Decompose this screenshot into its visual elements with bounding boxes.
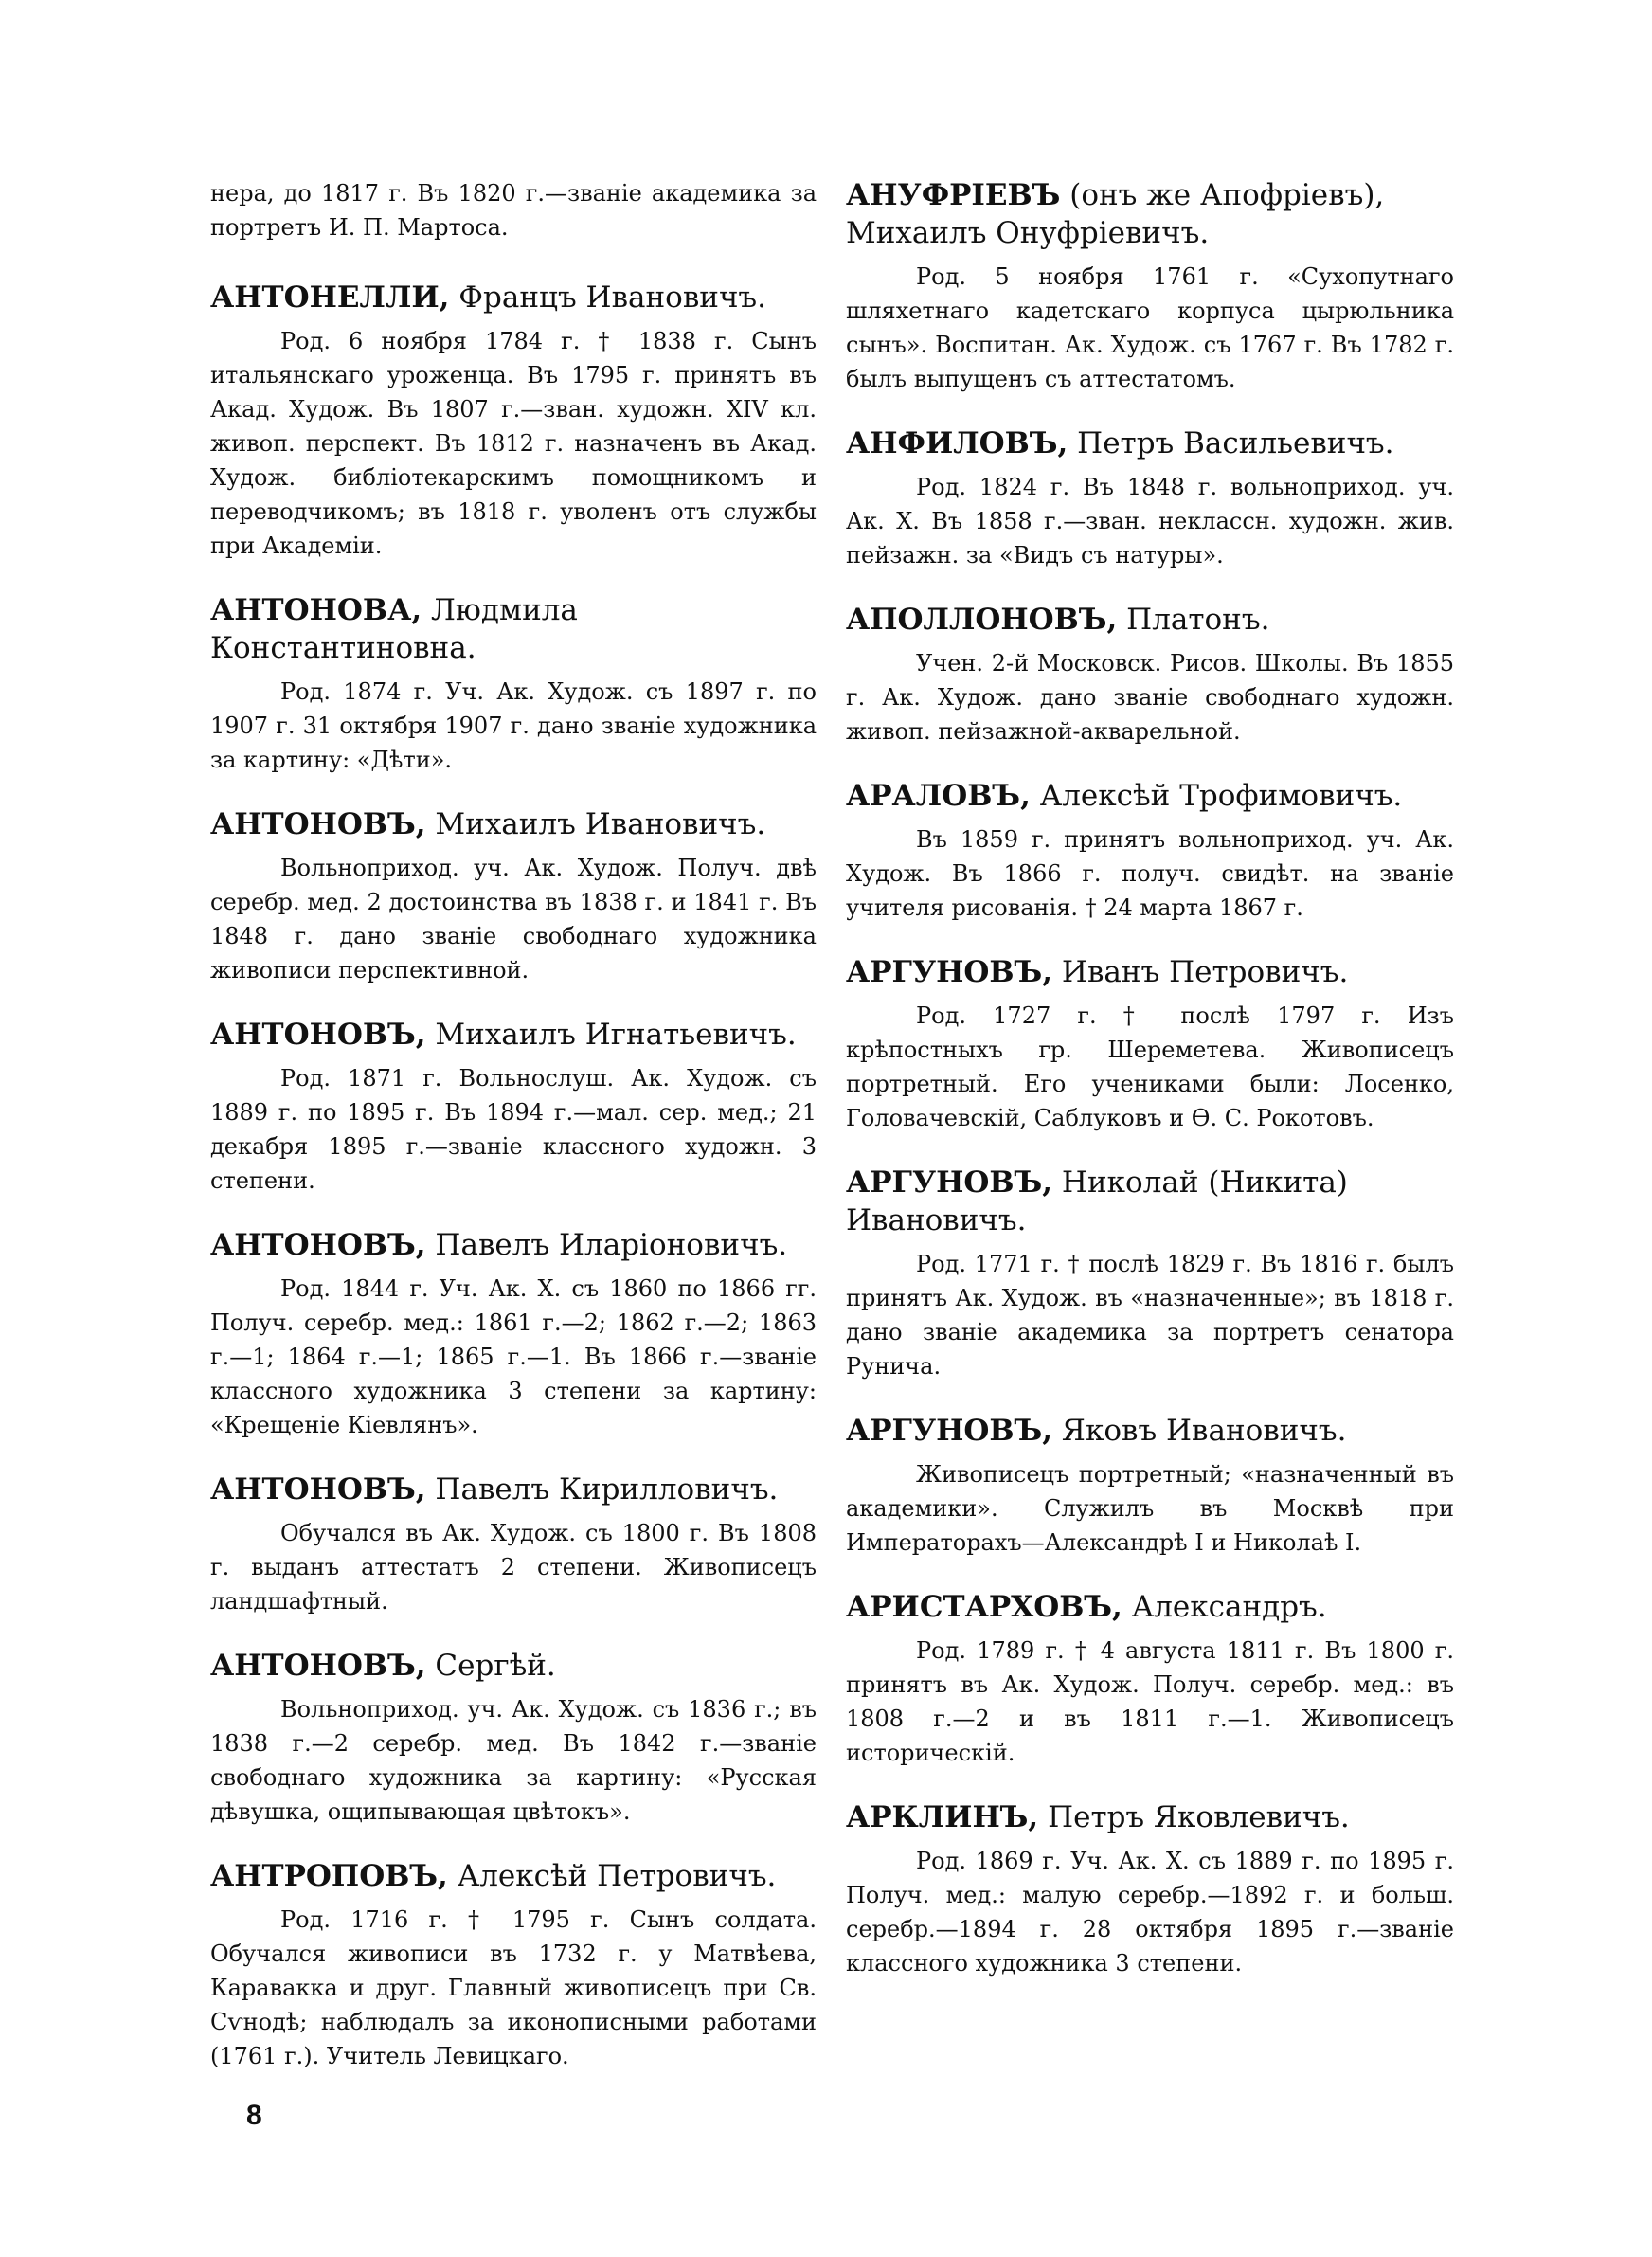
entry-given-name: Людмила Константиновна. [210, 593, 578, 665]
entry-surname: АНТОНОВЪ, [210, 1649, 426, 1683]
entry-text: Род. 1871 г. Вольнослуш. Ак. Худож. съ 1889 г. по 1895 г. Въ 1894 г.—мал. сер. мед.; 21 декабря 1895 г.—званіе классного художн. 3 степени. [210, 1065, 817, 1194]
entry [846, 1588, 1454, 1770]
entry-surname: АНТОНОВЪ, [210, 1228, 426, 1262]
entry [846, 601, 1454, 749]
entry-given-name: Павелъ Иларіоновичъ. [435, 1228, 788, 1262]
entry-surname: АПОЛЛОНОВЪ, [846, 603, 1118, 637]
entry-heading [210, 1647, 817, 1685]
entry-heading [210, 1471, 817, 1508]
entry-surname: АРИСТАРХОВЪ, [846, 1590, 1122, 1624]
entry-heading [846, 953, 1454, 991]
entry-surname: АНТОНОВЪ, [210, 807, 426, 841]
entry-surname: АНФИЛОВЪ, [846, 426, 1068, 460]
entry [846, 1798, 1454, 1980]
entry-text: Род. 1844 г. Уч. Ак. Х. съ 1860 по 1866 гг. Получ. серебр. мед.: 1861 г.—2; 1862 г.—2; 1863 г.—1; 1864 г.—1; 1865 г.—1. Въ 1866 г.—званіе классного художника 3 степени за картину: «Крещеніе Кіевлянъ». [210, 1275, 817, 1438]
entry [210, 1471, 817, 1618]
entry-surname: АРГУНОВЪ, [846, 1414, 1053, 1448]
entry-given-name: (онъ же Апофріевъ), Михаилъ Онуфріевичъ. [846, 178, 1385, 250]
entry [210, 1647, 817, 1829]
entry-heading [846, 1164, 1454, 1239]
entry-heading [846, 1588, 1454, 1626]
entry-text: Род. 1716 г. † 1795 г. Сынъ солдата. Обучался живописи въ 1732 г. у Матвѣева, Каравакка и друг. Главный живописецъ при Св. Сѵнодѣ; наблюдалъ за иконописными работами (1761 г.). Учитель Левицкаго. [210, 1906, 817, 2069]
right-column [846, 176, 1454, 2009]
left-column [210, 176, 817, 2102]
entry-text: Род. 1824 г. Въ 1848 г. вольноприход. уч. Ак. Х. Въ 1858 г.—зван. неклассн. художн. жив. пейзажн. за «Видъ съ натуры». [846, 474, 1454, 569]
continuation-text: нера, до 1817 г. Въ 1820 г.—званіе академика за портретъ И. П. Мартоса. [210, 180, 817, 241]
entry-given-name: Михаилъ Игнатьевичъ. [435, 1018, 797, 1052]
entry-text: Род. 5 ноября 1761 г. «Сухопутнаго шляхетнаго кадетскаго корпуса цырюльника сынъ». Воспитан. Ак. Худож. съ 1767 г. Въ 1782 г. былъ выпущенъ съ аттестатомъ. [846, 263, 1454, 392]
entry-given-name: Иванъ Петровичъ. [1061, 955, 1349, 989]
entry-text: Род. 6 ноября 1784 г. † 1838 г. Сынъ итальянскаго уроженца. Въ 1795 г. принятъ въ Акад. Худож. Въ 1807 г.—зван. художн. XIV кл. живоп. перспект. Въ 1812 г. назначенъ въ Акад. Худож. библіотекарскимъ помощникомъ и переводчикомъ; въ 1818 г. уволенъ отъ службы при Академіи. [210, 328, 817, 559]
entry-text: Вольноприход. уч. Ак. Худож. съ 1836 г.; въ 1838 г.—2 серебр. мед. Въ 1842 г.—званіе свободнаго художника за картину: «Русская дѣвушка, ощипывающая цвѣтокъ». [210, 1696, 817, 1825]
entry-surname: АРАЛОВЪ, [846, 779, 1031, 813]
entry [846, 176, 1454, 396]
entry-heading [210, 591, 817, 667]
entry-heading [846, 777, 1454, 815]
entry-heading [846, 176, 1454, 252]
entry-text: Род. 1869 г. Уч. Ак. Х. съ 1889 г. по 1895 г. Получ. мед.: малую серебр.—1892 г. и больш. серебр.—1894 г. 28 октября 1895 г.—званіе классного художника 3 степени. [846, 1848, 1454, 1977]
entry-heading [846, 1798, 1454, 1836]
entry-text: Род. 1771 г. † послѣ 1829 г. Въ 1816 г. былъ принятъ Ак. Худож. въ «назначенные»; въ 1818 г. дано званіе академика за портретъ сенатора Рунича. [846, 1251, 1454, 1380]
entry-surname: АРКЛИНЪ, [846, 1800, 1039, 1834]
entry [210, 279, 817, 563]
entry-text: Род. 1874 г. Уч. Ак. Худож. съ 1897 г. по 1907 г. 31 октября 1907 г. дано званіе художника за картину: «Дѣти». [210, 678, 817, 773]
entry-surname: АНТОНОВЪ, [210, 1018, 426, 1052]
entry-given-name: Павелъ Кирилловичъ. [435, 1472, 779, 1507]
entry-surname: АНТРОПОВЪ, [210, 1859, 448, 1893]
entry-given-name: Александръ. [1131, 1590, 1327, 1624]
entry [846, 1164, 1454, 1383]
entry-given-name: Николай (Никита) Ивановичъ. [846, 1165, 1348, 1237]
entry [846, 424, 1454, 572]
entry-given-name: Михаилъ Ивановичъ. [435, 807, 766, 841]
entry-given-name: Петръ Васильевичъ. [1077, 426, 1394, 460]
entry-text: Учен. 2-й Московск. Рисов. Школы. Въ 1855 г. Ак. Худож. дано званіе свободнаго художн. живоп. пейзажной-акварельной. [846, 650, 1454, 745]
entry-surname: АНУФРІЕВЪ [846, 178, 1061, 212]
entry-heading [210, 805, 817, 843]
entry-heading [210, 1016, 817, 1054]
entry-surname: АНТОНОВА, [210, 593, 422, 627]
entry-text: Обучался въ Ак. Худож. съ 1800 г. Въ 1808 г. выданъ аттестатъ 2 степени. Живописецъ ландшафтный. [210, 1520, 817, 1615]
entry-surname: АНТОНОВЪ, [210, 1472, 426, 1507]
entry-given-name: Яковъ Ивановичъ. [1061, 1414, 1347, 1448]
entry [210, 591, 817, 777]
entry-surname: АНТОНЕЛЛИ, [210, 280, 450, 315]
entry-heading [846, 601, 1454, 639]
entry-given-name: Петръ Яковлевичъ. [1048, 1800, 1350, 1834]
entry-text: Род. 1789 г. † 4 августа 1811 г. Въ 1800 г. принятъ въ Ак. Худож. Получ. серебр. мед.: въ 1808 г.—2 и въ 1811 г.—1. Живописецъ историческій. [846, 1637, 1454, 1766]
entry-surname: АРГУНОВЪ, [846, 955, 1053, 989]
entry-text: Въ 1859 г. принятъ вольноприход. уч. Ак. Худож. Въ 1866 г. получ. свидѣт. на званіе учителя рисованія. † 24 марта 1867 г. [846, 826, 1454, 921]
entry-given-name: Алексѣй Петровичъ. [457, 1859, 777, 1893]
entry-text: Род. 1727 г. † послѣ 1797 г. Изъ крѣпостныхъ гр. Шереметева. Живописецъ портретный. Его учениками были: Лосенко, Головачевскій, Саблуковъ и Ѳ. С. Рокотовъ. [846, 1002, 1454, 1131]
entry [846, 1412, 1454, 1560]
entry-heading [210, 1857, 817, 1895]
entry [210, 805, 817, 987]
entry-text: Вольноприход. уч. Ак. Худож. Получ. двѣ серебр. мед. 2 достоинства въ 1838 г. и 1841 г. Въ 1848 г. дано званіе свободнаго художника живописи перспективной. [210, 855, 817, 984]
entry-heading [210, 279, 817, 316]
entry [846, 777, 1454, 925]
entry-given-name: Францъ Ивановичъ. [458, 280, 767, 315]
entry [210, 1857, 817, 2073]
entry [210, 1226, 817, 1442]
entry-text: Живописецъ портретный; «назначенный въ академики». Служилъ въ Москвѣ при Императорахъ—Александрѣ I и Николаѣ I. [846, 1461, 1454, 1556]
entry [846, 953, 1454, 1135]
entry-heading [846, 424, 1454, 462]
entry [210, 1016, 817, 1198]
entry-heading [210, 1226, 817, 1264]
page-number: 8 [246, 2100, 262, 2131]
entry-given-name: Алексѣй Трофимовичъ. [1039, 779, 1403, 813]
entry-given-name: Платонъ. [1126, 603, 1270, 637]
entry-heading [846, 1412, 1454, 1450]
entry-given-name: Сергѣй. [435, 1649, 556, 1683]
entry-surname: АРГУНОВЪ, [846, 1165, 1053, 1200]
